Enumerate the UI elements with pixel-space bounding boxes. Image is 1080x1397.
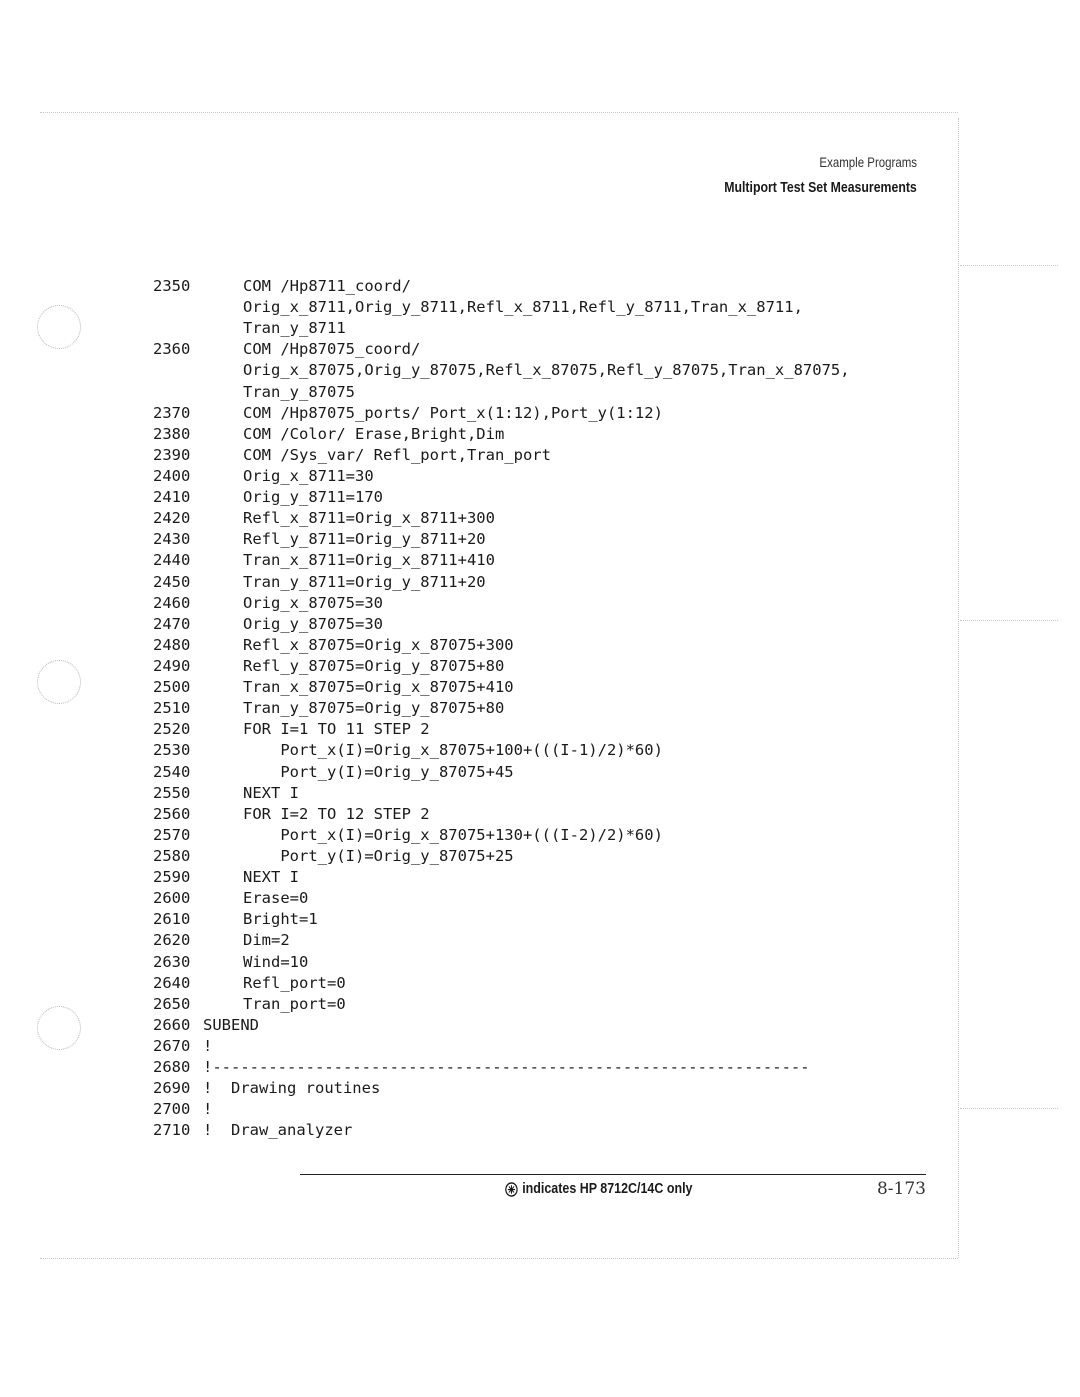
code-line [153,783,850,804]
code-text: Tran_x_87075=Orig_x_87075+410 [243,678,514,697]
code-line [153,360,850,381]
line-number: 2510 [153,699,191,718]
line-number: 2640 [153,973,191,992]
line-number: 2490 [153,656,191,675]
code-text: Orig_x_87075=30 [243,593,383,612]
line-number [153,382,243,403]
scan-border-bottom [40,1258,958,1259]
code-line [153,994,850,1015]
line-number: 2380 [153,424,191,443]
code-line [153,930,850,951]
code-line [153,614,850,635]
code-text: Tran_y_8711 [243,319,346,338]
line-number: 2460 [153,593,191,612]
code-line [153,339,850,360]
code-line [153,635,850,656]
code-line [153,952,850,973]
code-text: Tran_y_87075 [243,382,355,401]
code-text: Orig_y_8711=170 [243,488,383,507]
code-text: NEXT I [243,783,299,802]
hp-conditional-icon [505,1182,518,1197]
code-text: Port_y(I)=Orig_y_87075+45 [243,762,514,781]
code-text: Refl_y_8711=Orig_y_8711+20 [243,530,486,549]
line-number: 2630 [153,952,191,971]
code-line [153,1036,850,1057]
code-line [153,762,850,783]
line-number: 2600 [153,889,191,908]
code-line [153,740,850,761]
punch-hole [37,660,81,704]
line-number: 2450 [153,572,191,591]
code-text: Refl_port=0 [243,973,346,992]
code-line [153,825,850,846]
code-text: NEXT I [243,868,299,887]
code-line [153,656,850,677]
line-number: 2350 [153,277,191,295]
code-text: Orig_x_8711=30 [243,466,374,485]
punch-hole [37,1006,81,1050]
code-text: Tran_y_8711=Orig_y_8711+20 [243,572,486,591]
code-text: Port_x(I)=Orig_x_87075+100+(((I-1)/2)*60) [243,741,663,760]
line-number: 2550 [153,783,191,802]
code-text: Bright=1 [243,910,318,929]
code-listing [153,276,850,1141]
page-title: Multiport Test Set Measurements [724,179,917,196]
section-label: Example Programs [819,154,917,170]
page-number: 8-173 [876,1179,926,1199]
code-text: Refl_x_8711=Orig_x_8711+300 [243,509,495,528]
line-number: 2540 [153,762,191,781]
line-number: 2650 [153,994,191,1013]
code-line [153,529,850,550]
code-line [153,1015,850,1036]
code-line [153,297,850,318]
line-number: 2590 [153,868,191,887]
code-line [153,1078,850,1099]
code-line [153,318,850,339]
code-text: ! [203,1100,213,1119]
line-number: 2710 [153,1121,191,1140]
code-line [153,466,850,487]
line-number: 2500 [153,678,191,697]
code-line [153,867,850,888]
line-number: 2370 [153,403,191,422]
code-text: ! Draw_analyzer [203,1121,353,1140]
code-text: !---------------------------------------------------------------- [203,1058,810,1077]
code-line [153,719,850,740]
code-line [153,276,850,297]
line-number: 2480 [153,635,191,654]
scan-tab-mark [960,620,1058,621]
punch-hole [37,305,81,349]
scan-border-top [40,112,958,113]
code-text: FOR I=1 TO 11 STEP 2 [243,720,430,739]
code-line [153,550,850,571]
code-text: ! [203,1036,213,1055]
line-number: 2420 [153,509,191,528]
code-line [153,909,850,930]
line-number: 2620 [153,931,191,950]
code-line [153,572,850,593]
code-line [153,424,850,445]
code-text: COM /Hp87075_coord/ [243,340,421,359]
code-line [153,846,850,867]
line-number: 2610 [153,910,191,929]
code-line [153,508,850,529]
code-line [153,888,850,909]
code-text: ! Drawing routines [203,1079,381,1098]
code-text: COM /Sys_var/ Refl_port,Tran_port [243,445,551,464]
line-number [153,360,243,381]
line-number: 2520 [153,720,191,739]
code-line [153,698,850,719]
code-line [153,804,850,825]
code-line [153,487,850,508]
footer-note [505,1181,692,1197]
code-text: Port_x(I)=Orig_x_87075+130+(((I-2)/2)*60) [243,825,663,844]
code-text: COM /Color/ Erase,Bright,Dim [243,424,505,443]
line-number: 2560 [153,804,191,823]
code-line [153,677,850,698]
code-line [153,1057,850,1078]
line-number: 2400 [153,466,191,485]
line-number: 2580 [153,846,191,865]
code-line [153,1120,850,1141]
code-text: Refl_y_87075=Orig_y_87075+80 [243,656,505,675]
code-text: Tran_y_87075=Orig_y_87075+80 [243,699,505,718]
code-text: COM /Hp87075_ports/ Port_x(1:12),Port_y(1:12) [243,403,663,422]
line-number: 2660 [153,1015,191,1034]
code-text: COM /Hp8711_coord/ [243,277,411,295]
line-number: 2680 [153,1058,191,1077]
footer-note-text: indicates HP 8712C/14C only [522,1181,693,1197]
code-text: Port_y(I)=Orig_y_87075+25 [243,846,514,865]
line-number: 2690 [153,1079,191,1098]
scan-tab-mark [960,1108,1058,1109]
line-number: 2360 [153,340,191,359]
code-line [153,382,850,403]
code-text: Orig_x_8711,Orig_y_8711,Refl_x_8711,Refl_y_8711,Tran_x_8711, [243,298,803,317]
code-line [153,403,850,424]
line-number: 2410 [153,488,191,507]
code-text: FOR I=2 TO 12 STEP 2 [243,804,430,823]
code-text: Orig_x_87075,Orig_y_87075,Refl_x_87075,Refl_y_87075,Tran_x_87075, [243,361,850,380]
line-number: 2390 [153,445,191,464]
line-number [153,297,243,318]
line-number: 2670 [153,1036,191,1055]
code-line [153,593,850,614]
code-text: Tran_x_8711=Orig_x_8711+410 [243,551,495,570]
footer-rule [300,1174,926,1175]
code-text: Dim=2 [243,931,290,950]
line-number: 2440 [153,551,191,570]
code-line [153,973,850,994]
code-line [153,1099,850,1120]
code-text: Orig_y_87075=30 [243,614,383,633]
line-number: 2570 [153,825,191,844]
line-number: 2700 [153,1100,191,1119]
scan-tab-mark [960,265,1058,266]
code-line [153,445,850,466]
line-number: 2430 [153,530,191,549]
line-number [153,318,243,339]
code-text: Tran_port=0 [243,994,346,1013]
code-text: Refl_x_87075=Orig_x_87075+300 [243,635,514,654]
line-number: 2470 [153,614,191,633]
code-text: Erase=0 [243,889,309,908]
code-text: Wind=10 [243,952,309,971]
scan-border-right [958,118,959,1258]
code-text: SUBEND [203,1015,259,1034]
line-number: 2530 [153,741,191,760]
